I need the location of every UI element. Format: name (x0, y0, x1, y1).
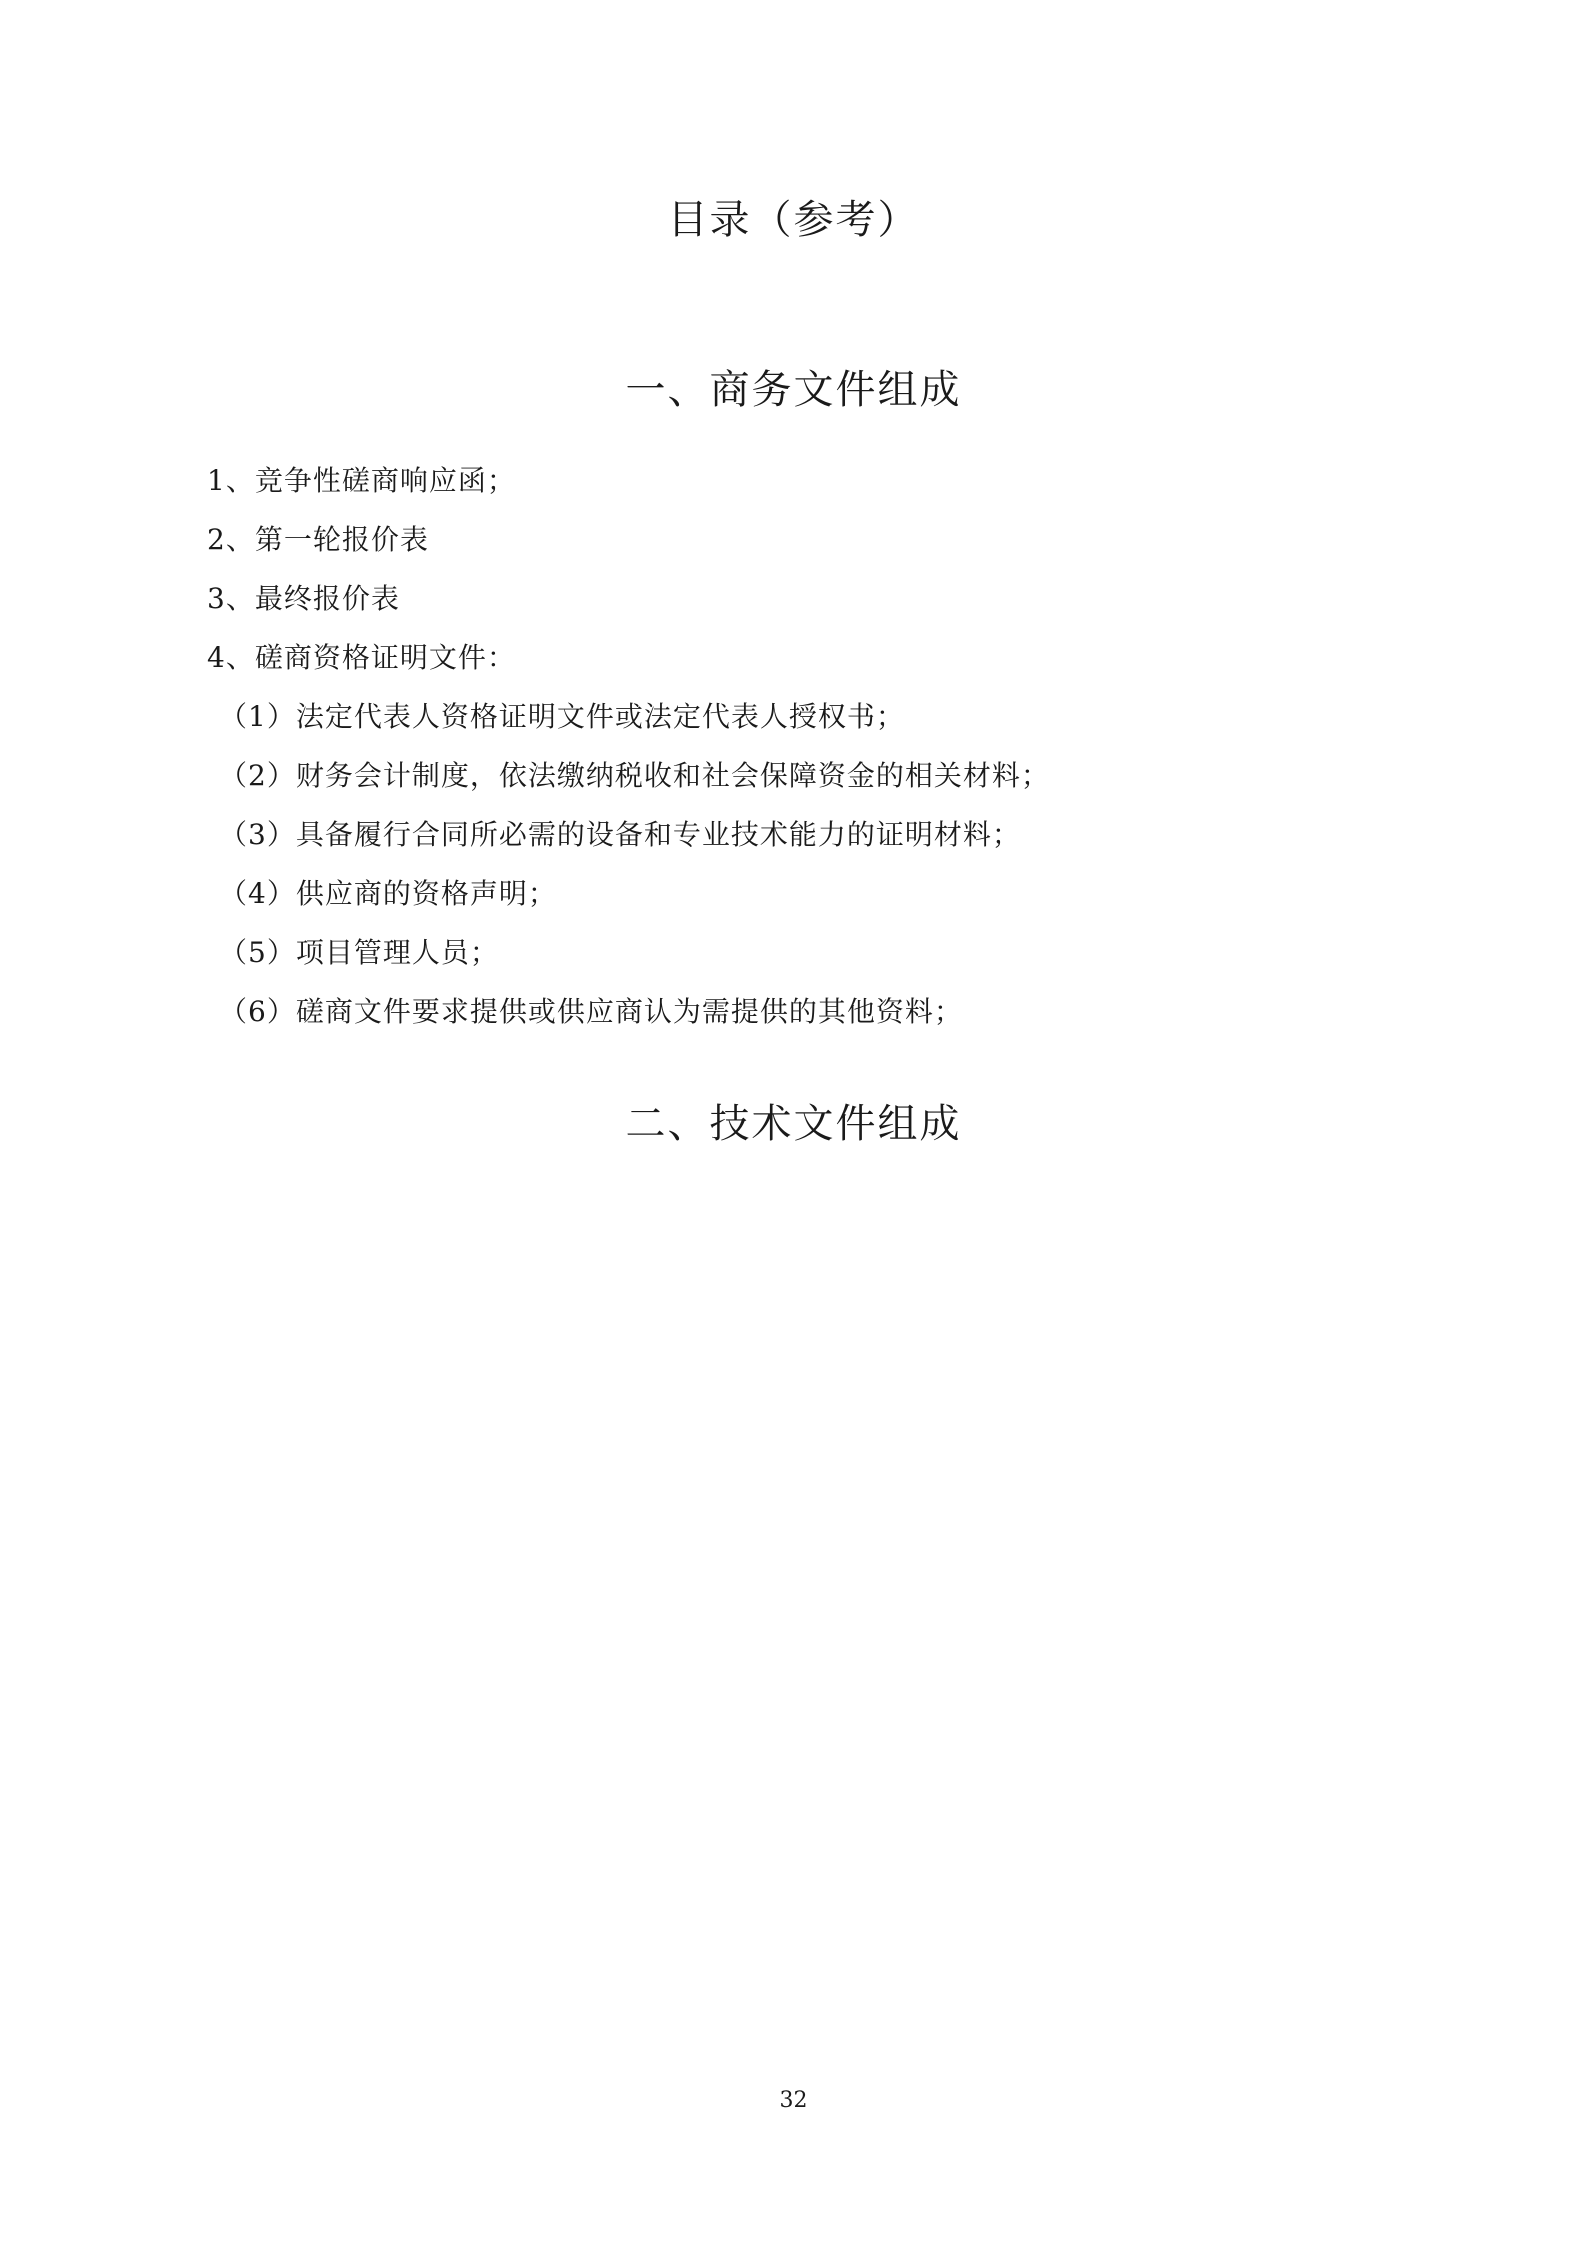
business-documents-list (207, 451, 1407, 1041)
list-item: 4、磋商资格证明文件： (207, 641, 516, 674)
page-title: 目录（参考） (667, 197, 920, 243)
list-item: （6）磋商文件要求提供或供应商认为需提供的其他资料； (219, 995, 963, 1028)
page-number: 32 (779, 2088, 808, 2113)
list-item: （5）项目管理人员； (219, 936, 499, 969)
section-heading-business: 一、商务文件组成 (625, 367, 962, 413)
list-item: （2）财务会计制度，依法缴纳税收和社会保障资金的相关材料； (219, 759, 1050, 792)
list-item: 1、竞争性磋商响应函； (207, 464, 516, 497)
list-item: 3、最终报价表 (207, 582, 400, 615)
list-item: 2、第一轮报价表 (207, 523, 429, 556)
list-item: （1）法定代表人资格证明文件或法定代表人授权书； (219, 700, 905, 733)
list-item: （3）具备履行合同所必需的设备和专业技术能力的证明材料； (219, 818, 1021, 851)
list-item: （4）供应商的资格声明； (219, 877, 557, 910)
section-heading-technical: 二、技术文件组成 (625, 1101, 962, 1147)
